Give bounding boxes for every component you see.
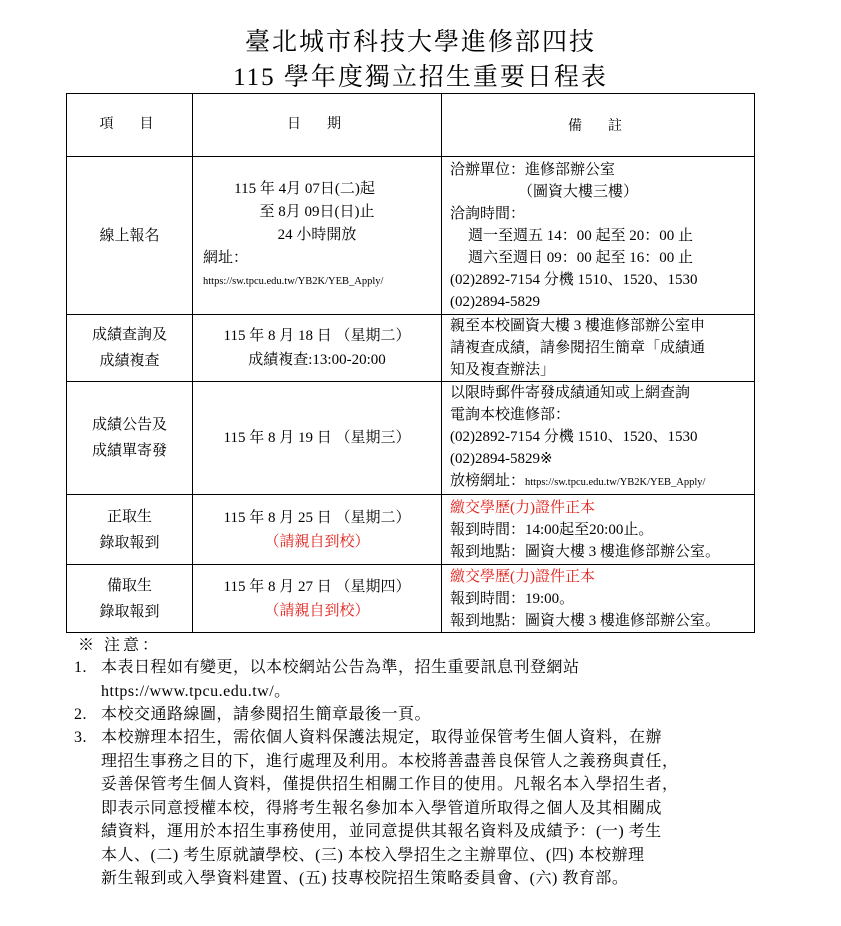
row-date: 24 小時開放 bbox=[277, 227, 357, 243]
row-date: 115 年 8 月 18 日 （星期二） bbox=[223, 328, 411, 344]
in-person-notice: （請親自到校） bbox=[264, 602, 370, 619]
notice-number: 2. bbox=[74, 706, 87, 723]
notice-line: 本校辦理本招生，需依個人資料保護法規定，取得並保管考生個人資料，在辦 bbox=[101, 729, 663, 746]
row-note: 電詢本校進修部： bbox=[450, 407, 571, 423]
row-note: 報到時間：14:00起至20:00止。 bbox=[450, 521, 654, 538]
notice-section bbox=[78, 632, 161, 655]
document-requirement: 繳交學歷(力)證件正本 bbox=[450, 568, 595, 585]
table-row bbox=[67, 495, 755, 565]
row-note: 報到地點：圖資大樓 3 樓進修部辦公室。 bbox=[450, 543, 721, 560]
row-note: 親至本校圖資大樓 3 樓進修部辦公室申 bbox=[450, 318, 706, 334]
results-url-link[interactable]: https://sw.tpcu.edu.tw/YB2K/YEB_Apply/ bbox=[525, 477, 706, 488]
notice-item bbox=[74, 703, 694, 727]
row-item: 成績查詢及 bbox=[91, 327, 167, 343]
row-note: 以限時郵件寄發成績通知或上網查詢 bbox=[450, 385, 691, 401]
notice-line: 本校交通路線圖，請參閱招生簡章最後一頁。 bbox=[101, 706, 432, 723]
document-title: 臺北城市科技大學進修部四技 bbox=[244, 29, 596, 56]
row-date: 至 8月 09日(日)止 bbox=[259, 204, 375, 220]
row-note: 洽辦單位：進修部辦公室 bbox=[450, 161, 616, 178]
row-item: 成績公告及 bbox=[91, 417, 167, 433]
notice-line: 妥善保管考生個人資料，僅提供招生相關工作目的使用。凡報名本入學招生者， bbox=[101, 776, 679, 793]
row-item: 線上報名 bbox=[99, 227, 160, 244]
document-requirement: 繳交學歷(力)證件正本 bbox=[450, 499, 595, 516]
header-item: 項 目 bbox=[67, 94, 193, 157]
row-item: 備取生 bbox=[106, 577, 152, 594]
apply-url-link[interactable]: https://sw.tpcu.edu.tw/YB2K/YEB_Apply/ bbox=[203, 276, 384, 287]
row-note: 洽詢時間： bbox=[450, 205, 526, 222]
url-label: 放榜網址： bbox=[450, 473, 526, 489]
row-item: 正取生 bbox=[106, 508, 152, 525]
notice-item bbox=[74, 726, 694, 891]
notice-line: 新生報到或入學資料建置、(五) 技專校院招生策略委員會、(六) 教育部。 bbox=[101, 870, 629, 887]
row-note: 報到地點：圖資大樓 3 樓進修部辦公室。 bbox=[450, 612, 721, 629]
row-note: 週一至週五 14：00 起至 20：00 止 bbox=[468, 227, 694, 244]
row-note: (02)2892-7154 分機 1510、1520、1530 bbox=[450, 429, 698, 445]
row-note: (02)2894-5829※ bbox=[450, 451, 553, 467]
row-note: (02)2894-5829 bbox=[450, 293, 540, 310]
row-date: 115 年 8 月 19 日 （星期三） bbox=[223, 430, 411, 446]
row-date: 115 年 8 月 25 日 （星期二） bbox=[223, 509, 411, 526]
notice-line: 理招生事務之目的下，進行處理及利用。本校將善盡善良保管人之義務與責任， bbox=[101, 752, 679, 770]
table-row bbox=[67, 157, 755, 315]
notice-line: 本人、(二) 考生原就讀學校、(三) 本校入學招生之主辦單位、(四) 本校辦理 bbox=[101, 846, 645, 864]
row-note: 週六至週日 09：00 起至 16：00 止 bbox=[468, 249, 694, 266]
row-date: 115 年 8 月 27 日 （星期四） bbox=[223, 578, 411, 595]
row-note: 報到時間：19:00。 bbox=[450, 590, 575, 607]
url-label: 網址： bbox=[203, 250, 249, 266]
schedule-table bbox=[66, 93, 755, 633]
in-person-notice: （請親自到校） bbox=[264, 533, 370, 550]
table-row bbox=[67, 315, 755, 382]
notice-heading: ※ 注意： bbox=[78, 637, 162, 654]
table-row bbox=[67, 382, 755, 495]
row-date: 成績複查:13:00-20:00 bbox=[248, 352, 386, 368]
row-note: (02)2892-7154 分機 1510、1520、1530 bbox=[450, 271, 698, 288]
notice-number: 1. bbox=[74, 659, 87, 676]
row-item: 成績複查 bbox=[99, 353, 160, 369]
row-note: （圖資大樓三樓） bbox=[518, 183, 639, 200]
table-header-row bbox=[67, 94, 755, 157]
table-row bbox=[67, 565, 755, 633]
row-item: 成績單寄發 bbox=[91, 443, 167, 459]
header-date: 日 期 bbox=[193, 94, 442, 157]
row-item: 錄取報到 bbox=[99, 603, 160, 620]
notice-line: 本表日程如有變更，以本校網站公告為準，招生重要訊息刊登網站 bbox=[101, 659, 580, 676]
notice-line: https://www.tpcu.edu.tw/。 bbox=[101, 682, 291, 700]
header-notes: 備 註 bbox=[442, 94, 755, 157]
notice-item bbox=[74, 656, 694, 703]
notice-number: 3. bbox=[74, 729, 87, 746]
row-note: 請複查成績，請參閱招生簡章「成績通 bbox=[450, 340, 706, 356]
row-note: 知及複查辦法」 bbox=[450, 362, 556, 378]
document-subtitle: 115 學年度獨立招生重要日程表 bbox=[233, 64, 608, 91]
notice-line: 績資料，運用於本招生事務使用，並同意提供其報名資料及成績予：(一) 考生 bbox=[101, 823, 662, 840]
notice-line: 即表示同意授權本校，得將考生報名參加本入學管道所取得之個人及其相關成 bbox=[101, 799, 663, 817]
row-date: 115 年 4月 07日(二)起 bbox=[234, 181, 375, 197]
row-item: 錄取報到 bbox=[99, 534, 160, 551]
